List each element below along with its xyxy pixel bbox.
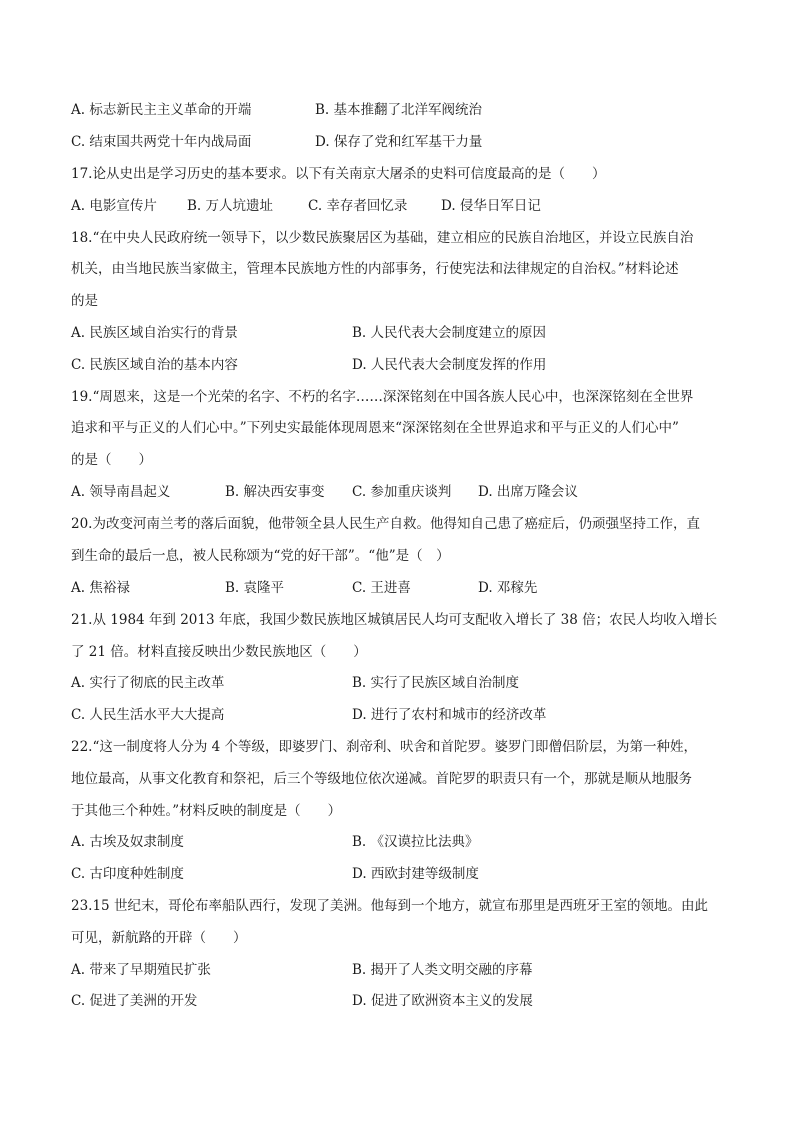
q16-option-b: B. 基本推翻了北洋军阀统治 — [315, 102, 483, 118]
q21-stem-line-2: 了 21 倍。材料直接反映出少数民族地区（ ） — [71, 644, 367, 660]
q23-option-d: D. 促进了欧洲资本主义的发展 — [352, 993, 533, 1009]
q18-option-b: B. 人民代表大会制度建立的原因 — [352, 325, 547, 341]
q22-option-b: B. 《汉谟拉比法典》 — [352, 834, 479, 850]
q19-stem-line-2: 追求和平与正义的人们心中。”下列史实最能体现周恩来“深深铭刻在全世界追求和平与正义的人们心中” — [71, 420, 679, 436]
q21-option-d: D. 进行了农村和城市的经济改革 — [352, 707, 547, 723]
q19-option-a: A. 领导南昌起义 — [71, 484, 171, 500]
q19-option-c: C. 参加重庆谈判 — [352, 484, 452, 500]
q17-option-d: D. 侵华日军日记 — [441, 198, 541, 214]
q16-option-c: C. 结束国共两党十年内战局面 — [71, 134, 252, 150]
q21-option-a: A. 实行了彻底的民主改革 — [71, 675, 225, 691]
q23-option-c: C. 促进了美洲的开发 — [71, 993, 198, 1009]
q21-option-c: C. 人民生活水平大大提高 — [71, 707, 225, 723]
q20-option-d: D. 邓稼先 — [478, 580, 538, 596]
q22-stem-line-2: 地位最高，从事文化教育和祭祀，后三个等级地位依次递减。首陀罗的职责只有一个，那就是顺从地服务 — [71, 771, 692, 787]
q22-option-d: D. 西欧封建等级制度 — [352, 866, 479, 882]
q20-stem-line-1: 20.为改变河南兰考的落后面貌，他带领全县人民生产自救。他得知自己患了癌症后，仍顽强坚持工作，直 — [71, 516, 700, 532]
q20-option-b: B. 袁隆平 — [225, 580, 285, 596]
q17-option-b: B. 万人坑遗址 — [187, 198, 274, 214]
q23-option-a: A. 带来了早期殖民扩张 — [71, 962, 211, 978]
q16-option-a: A. 标志新民主主义革命的开端 — [71, 102, 252, 118]
q22-stem-line-3: 于其他三个种姓。”材料反映的制度是（ ） — [71, 803, 342, 819]
q17-option-c: C. 幸存者回忆录 — [308, 198, 408, 214]
q22-stem-line-1: 22.“这一制度将人分为 4 个等级，即婆罗门、刹帝利、吠舍和首陀罗。婆罗门即僧侣阶层，为第一种姓， — [71, 739, 698, 755]
q18-stem-line-2: 机关，由当地民族当家做主，管理本民族地方性的内部事务，行使宪法和法律规定的自治权。”材料论述 — [71, 261, 679, 277]
q18-stem-line-3: 的是 — [71, 293, 98, 309]
q21-option-b: B. 实行了民族区域自治制度 — [352, 675, 520, 691]
q18-stem-line-1: 18.“在中央人民政府统一领导下，以少数民族聚居区为基础，建立相应的民族自治地区，并设立民族自治 — [71, 230, 694, 246]
q19-option-d: D. 出席万隆会议 — [478, 484, 578, 500]
q18-option-a: A. 民族区域自治实行的背景 — [71, 325, 238, 341]
q20-option-c: C. 王进喜 — [352, 580, 411, 596]
q20-option-a: A. 焦裕禄 — [71, 580, 130, 596]
q23-stem-line-2: 可见，新航路的开辟（ ） — [71, 930, 247, 946]
q16-option-d: D. 保存了党和红军基干力量 — [315, 134, 483, 150]
q21-stem-line-1: 21.从 1984 年到 2013 年底，我国少数民族地区城镇居民人均可支配收入增长了 38 倍；农民人均收入增长 — [71, 612, 718, 628]
q22-option-a: A. 古埃及奴隶制度 — [71, 834, 184, 850]
q17-option-a: A. 电影宣传片 — [71, 198, 157, 214]
q23-stem-line-1: 23.15 世纪末，哥伦布率船队西行，发现了美洲。他每到一个地方，就宣布那里是西班牙王室的领地。由此 — [71, 898, 708, 914]
q20-stem-line-2: 到生命的最后一息，被人民称颂为“党的好干部”。“他”是（ ） — [71, 548, 450, 564]
q18-option-d: D. 人民代表大会制度发挥的作用 — [352, 357, 547, 373]
q18-option-c: C. 民族区域自治的基本内容 — [71, 357, 238, 373]
q19-stem-line-3: 的是（ ） — [71, 452, 152, 468]
q19-stem-line-1: 19.“周恩来，这是一个光荣的名字、不朽的名字……深深铭刻在中国各族人民心中，也深深铭刻在全世界 — [71, 389, 694, 405]
q19-option-b: B. 解决西安事变 — [225, 484, 325, 500]
q23-option-b: B. 揭开了人类文明交融的序幕 — [352, 962, 533, 978]
q22-option-c: C. 古印度种姓制度 — [71, 866, 184, 882]
q17-stem: 17.论从史出是学习历史的基本要求。以下有关南京大屠杀的史料可信度最高的是（ ） — [71, 166, 606, 182]
